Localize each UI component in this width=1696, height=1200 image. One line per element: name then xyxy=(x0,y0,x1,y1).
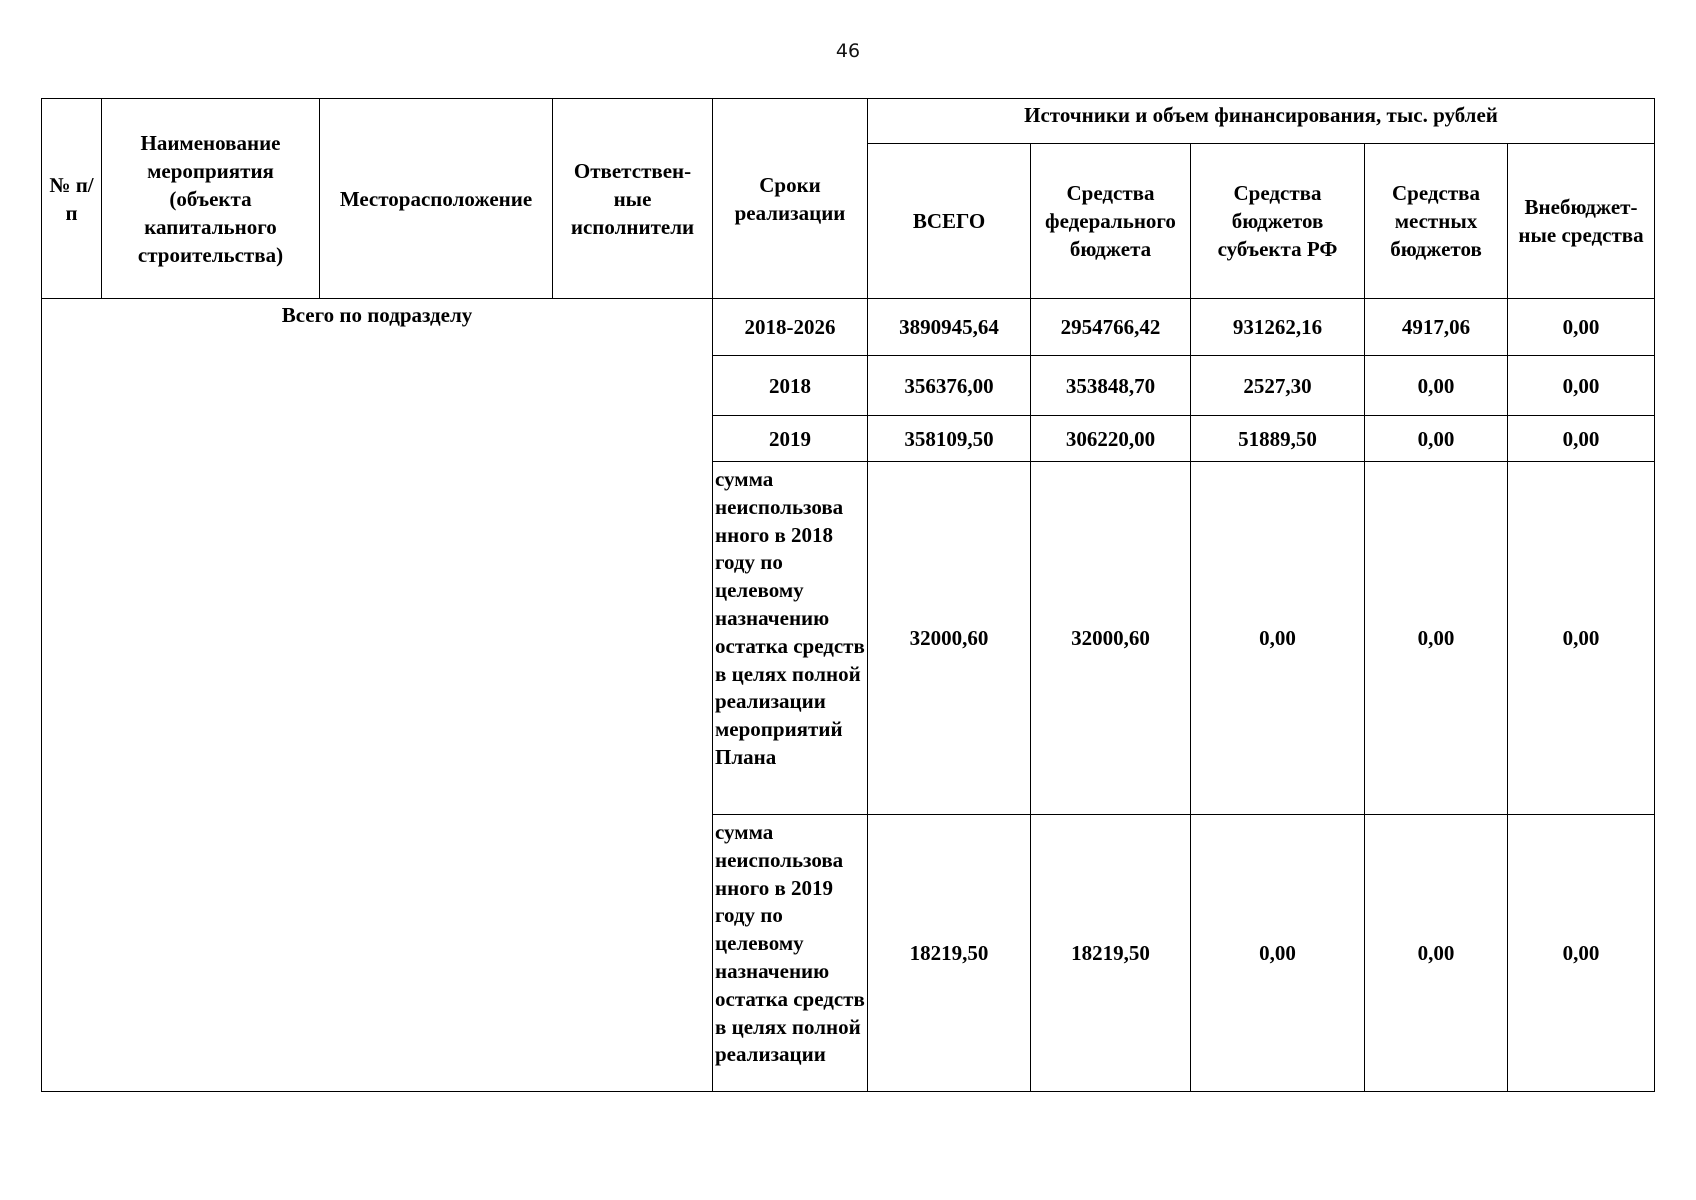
value-total: 32000,60 xyxy=(868,462,1031,815)
value-total: 3890945,64 xyxy=(868,299,1031,356)
value-total: 358109,50 xyxy=(868,416,1031,462)
value-federal: 353848,70 xyxy=(1031,356,1191,416)
value-extrabudget: 0,00 xyxy=(1508,416,1655,462)
financing-table xyxy=(41,98,1655,1092)
header-col-location: Месторасположение xyxy=(320,99,553,299)
summary-label: Всего по подразделу xyxy=(42,299,713,1092)
value-regional: 931262,16 xyxy=(1191,299,1365,356)
header-source-total: ВСЕГО xyxy=(868,144,1031,299)
header-source-regional: Средства бюджетов субъекта РФ xyxy=(1191,144,1365,299)
value-local: 0,00 xyxy=(1365,416,1508,462)
header-col-terms: Сроки реализации xyxy=(713,99,868,299)
value-regional: 51889,50 xyxy=(1191,416,1365,462)
value-local: 0,00 xyxy=(1365,815,1508,1092)
value-local: 0,00 xyxy=(1365,356,1508,416)
period-cell: 2018 xyxy=(713,356,868,416)
header-col-no: № п/п xyxy=(42,99,102,299)
period-cell: 2018-2026 xyxy=(713,299,868,356)
period-cell: 2019 xyxy=(713,416,868,462)
value-federal: 306220,00 xyxy=(1031,416,1191,462)
value-extrabudget: 0,00 xyxy=(1508,356,1655,416)
header-source-extrabudget: Внебюджет-ные средства xyxy=(1508,144,1655,299)
value-regional: 2527,30 xyxy=(1191,356,1365,416)
value-extrabudget: 0,00 xyxy=(1508,462,1655,815)
header-sources-title: Источники и объем финансирования, тыс. рублей xyxy=(868,99,1655,144)
header-col-responsible: Ответствен-ные исполнители xyxy=(553,99,713,299)
header-source-federal: Средства федерального бюджета xyxy=(1031,144,1191,299)
value-federal: 2954766,42 xyxy=(1031,299,1191,356)
value-extrabudget: 0,00 xyxy=(1508,815,1655,1092)
value-regional: 0,00 xyxy=(1191,462,1365,815)
value-federal: 32000,60 xyxy=(1031,462,1191,815)
value-regional: 0,00 xyxy=(1191,815,1365,1092)
value-total: 18219,50 xyxy=(868,815,1031,1092)
page-number: 46 xyxy=(835,40,861,62)
period-cell: сумма неиспользова нного в 2018 году по целевому назначению остатка средств в целях полной реализации мероприятий Плана xyxy=(713,462,868,815)
value-local: 0,00 xyxy=(1365,462,1508,815)
header-col-name: Наименование мероприятия (объекта капитального строительства) xyxy=(102,99,320,299)
value-extrabudget: 0,00 xyxy=(1508,299,1655,356)
value-local: 4917,06 xyxy=(1365,299,1508,356)
header-source-local: Средства местных бюджетов xyxy=(1365,144,1508,299)
value-total: 356376,00 xyxy=(868,356,1031,416)
table-row xyxy=(42,299,1655,356)
value-federal: 18219,50 xyxy=(1031,815,1191,1092)
header-row-1 xyxy=(42,99,1655,144)
period-cell: сумма неиспользова нного в 2019 году по целевому назначению остатка средств в целях полной реализации xyxy=(713,815,868,1092)
